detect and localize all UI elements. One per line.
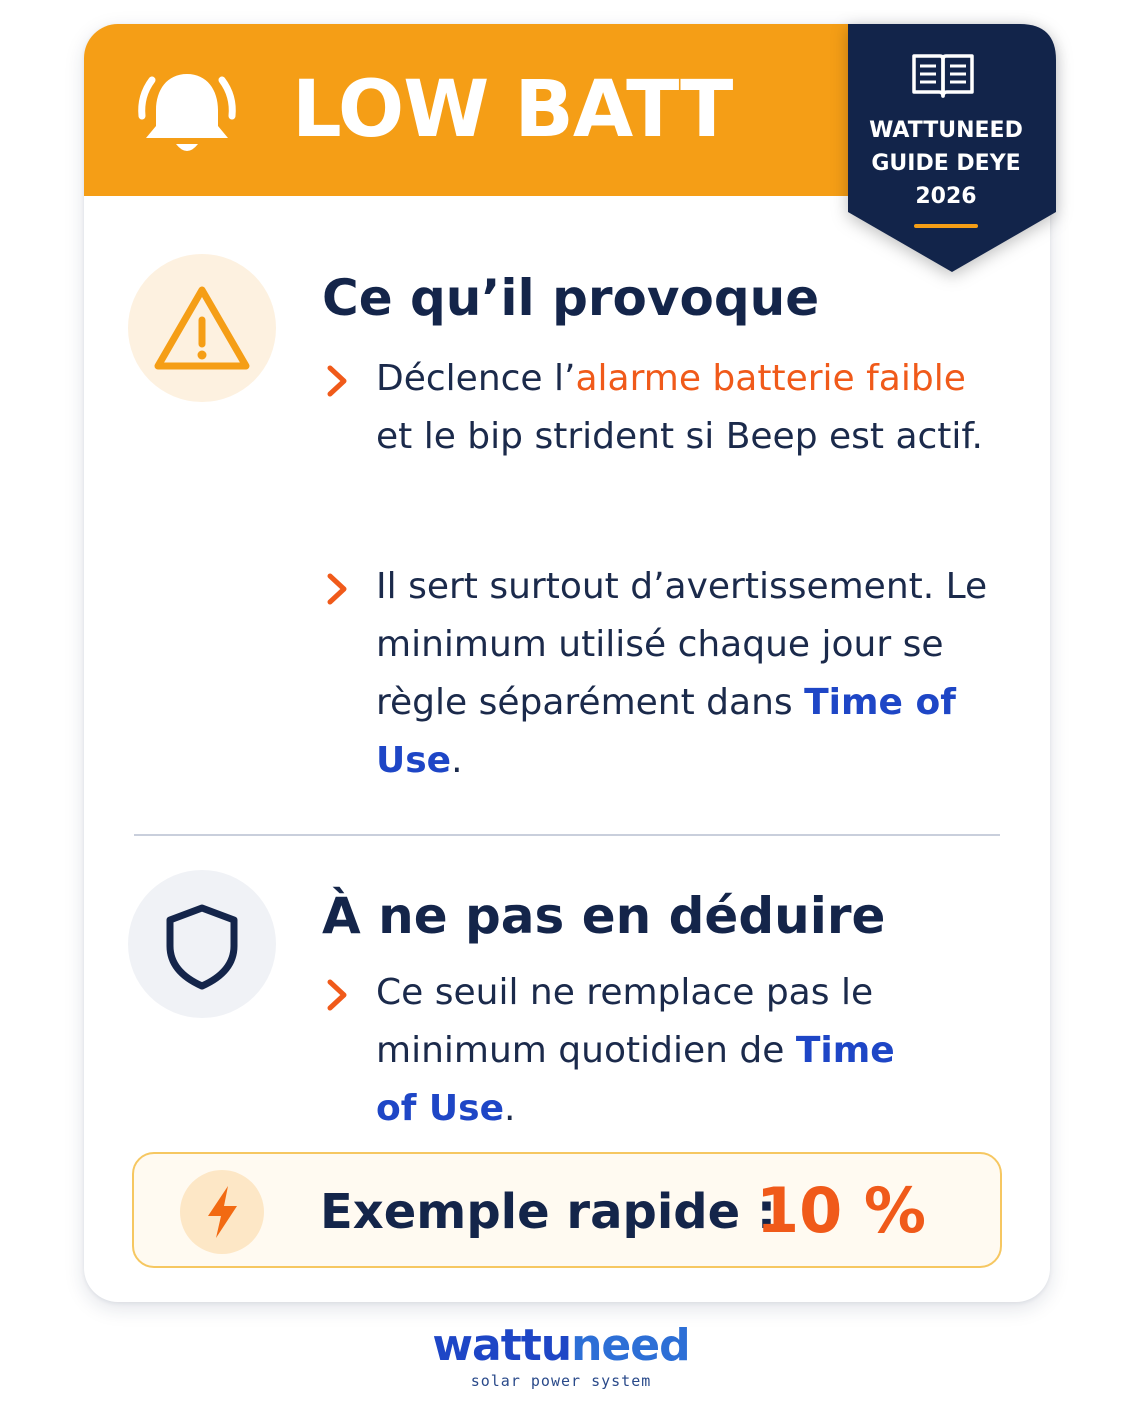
section-title-caveat: À ne pas en déduire [322, 887, 886, 945]
bullet-effect-2 [326, 558, 988, 798]
bullet-text: Il sert surtout d’avertissement. Le minimum utilisé chaque jour se règle séparément dans Time of Use. [376, 566, 988, 781]
warning-triangle-icon [128, 254, 276, 402]
bolt-icon-circle [180, 1170, 264, 1254]
brand-tagline: solar power system [470, 1372, 652, 1390]
book-icon [910, 50, 976, 100]
brand-logo[interactable] [361, 1322, 761, 1392]
chevron-right-icon [326, 364, 348, 398]
guide-badge [848, 24, 1058, 274]
example-box [132, 1152, 1002, 1268]
lightning-bolt-icon [180, 1170, 264, 1254]
badge-line-3: 2026 [915, 184, 977, 209]
bullet-effect-1 [326, 350, 983, 530]
section-divider [134, 834, 1000, 836]
shield-icon [128, 870, 276, 1018]
bullet-caveat-1 [326, 964, 966, 1144]
section-title-effects: Ce qu’il provoque [322, 269, 820, 327]
warning-icon-circle [128, 254, 276, 402]
badge-accent-bar [914, 224, 978, 228]
highlight-alarm-text: alarme batterie faible [575, 358, 966, 399]
time-of-use-link[interactable]: Time of Use [376, 682, 956, 781]
time-of-use-link[interactable]: Time of Use [376, 1030, 895, 1129]
brand-name: wattuneed [432, 1320, 690, 1371]
shield-icon-circle [128, 870, 276, 1018]
chevron-right-icon [326, 572, 348, 606]
bullet-text: Déclence l’alarme batterie faible et le bip strident si Beep est actif. [376, 358, 983, 457]
chevron-right-icon [326, 978, 348, 1012]
badge-line-2: GUIDE DEYE [871, 151, 1021, 176]
bullet-text: Ce seuil ne remplace pas le minimum quotidien de Time of Use. [376, 972, 895, 1129]
example-value: 10 % [756, 1174, 926, 1247]
bell-icon [134, 60, 240, 164]
badge-line-1: WATTUNEED [869, 118, 1023, 143]
page-title: LOW BATT [292, 65, 733, 155]
example-label: Exemple rapide : [320, 1184, 777, 1240]
